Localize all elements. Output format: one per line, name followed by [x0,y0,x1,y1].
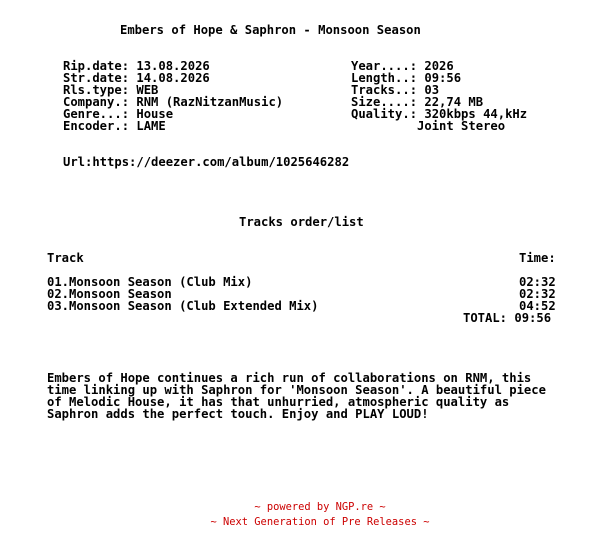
track-name: 03.Monsoon Season (Club Extended Mix) [47,299,319,313]
track-name: 02.Monsoon Season [47,287,172,301]
info-tracks: Tracks..: 03 [351,83,440,97]
info-quality: Quality.: 320kbps 44,kHz [351,107,528,121]
info-str-date: Str.date: 14.08.2026 [63,71,210,85]
tracklist-heading: Tracks order/list [239,215,364,229]
info-encoder: Encoder.: LAME [63,119,166,133]
info-genre: Genre...: House [63,107,174,121]
description-line: Saphron adds the perfect touch. Enjoy and PLAY LOUD! [47,407,429,421]
album-url: Url:https://deezer.com/album/1025646282 [63,155,350,169]
info-rls-type: Rls.type: WEB [63,83,159,97]
info-stereo: Joint Stereo [351,119,506,133]
track-time: 04:52 [519,299,556,313]
footer-powered-by: ~ powered by NGP.re ~ [254,501,386,513]
info-year: Year....: 2026 [351,59,454,73]
info-length: Length..: 09:56 [351,71,462,85]
release-title: Embers of Hope & Saphron - Monsoon Season [120,23,421,37]
tracklist-total: TOTAL: 09:56 [463,311,552,325]
tracklist-col-track: Track [47,251,84,265]
track-time: 02:32 [519,275,556,289]
description-line: of Melodic House, it has that unhurried, atmospheric quality as [47,395,510,409]
tracklist-col-time: Time: [519,251,556,265]
track-name: 01.Monsoon Season (Club Mix) [47,275,253,289]
description-line: Embers of Hope continues a rich run of collaborations on RNM, this [47,371,532,385]
footer-tagline: ~ Next Generation of Pre Releases ~ [210,516,430,528]
info-size: Size....: 22,74 MB [351,95,484,109]
track-time: 02:32 [519,287,556,301]
info-company: Company.: RNM (RazNitzanMusic) [63,95,284,109]
description-line: time linking up with Saphron for 'Monsoon Season'. A beautiful piece [47,383,546,397]
info-rip-date: Rip.date: 13.08.2026 [63,59,210,73]
